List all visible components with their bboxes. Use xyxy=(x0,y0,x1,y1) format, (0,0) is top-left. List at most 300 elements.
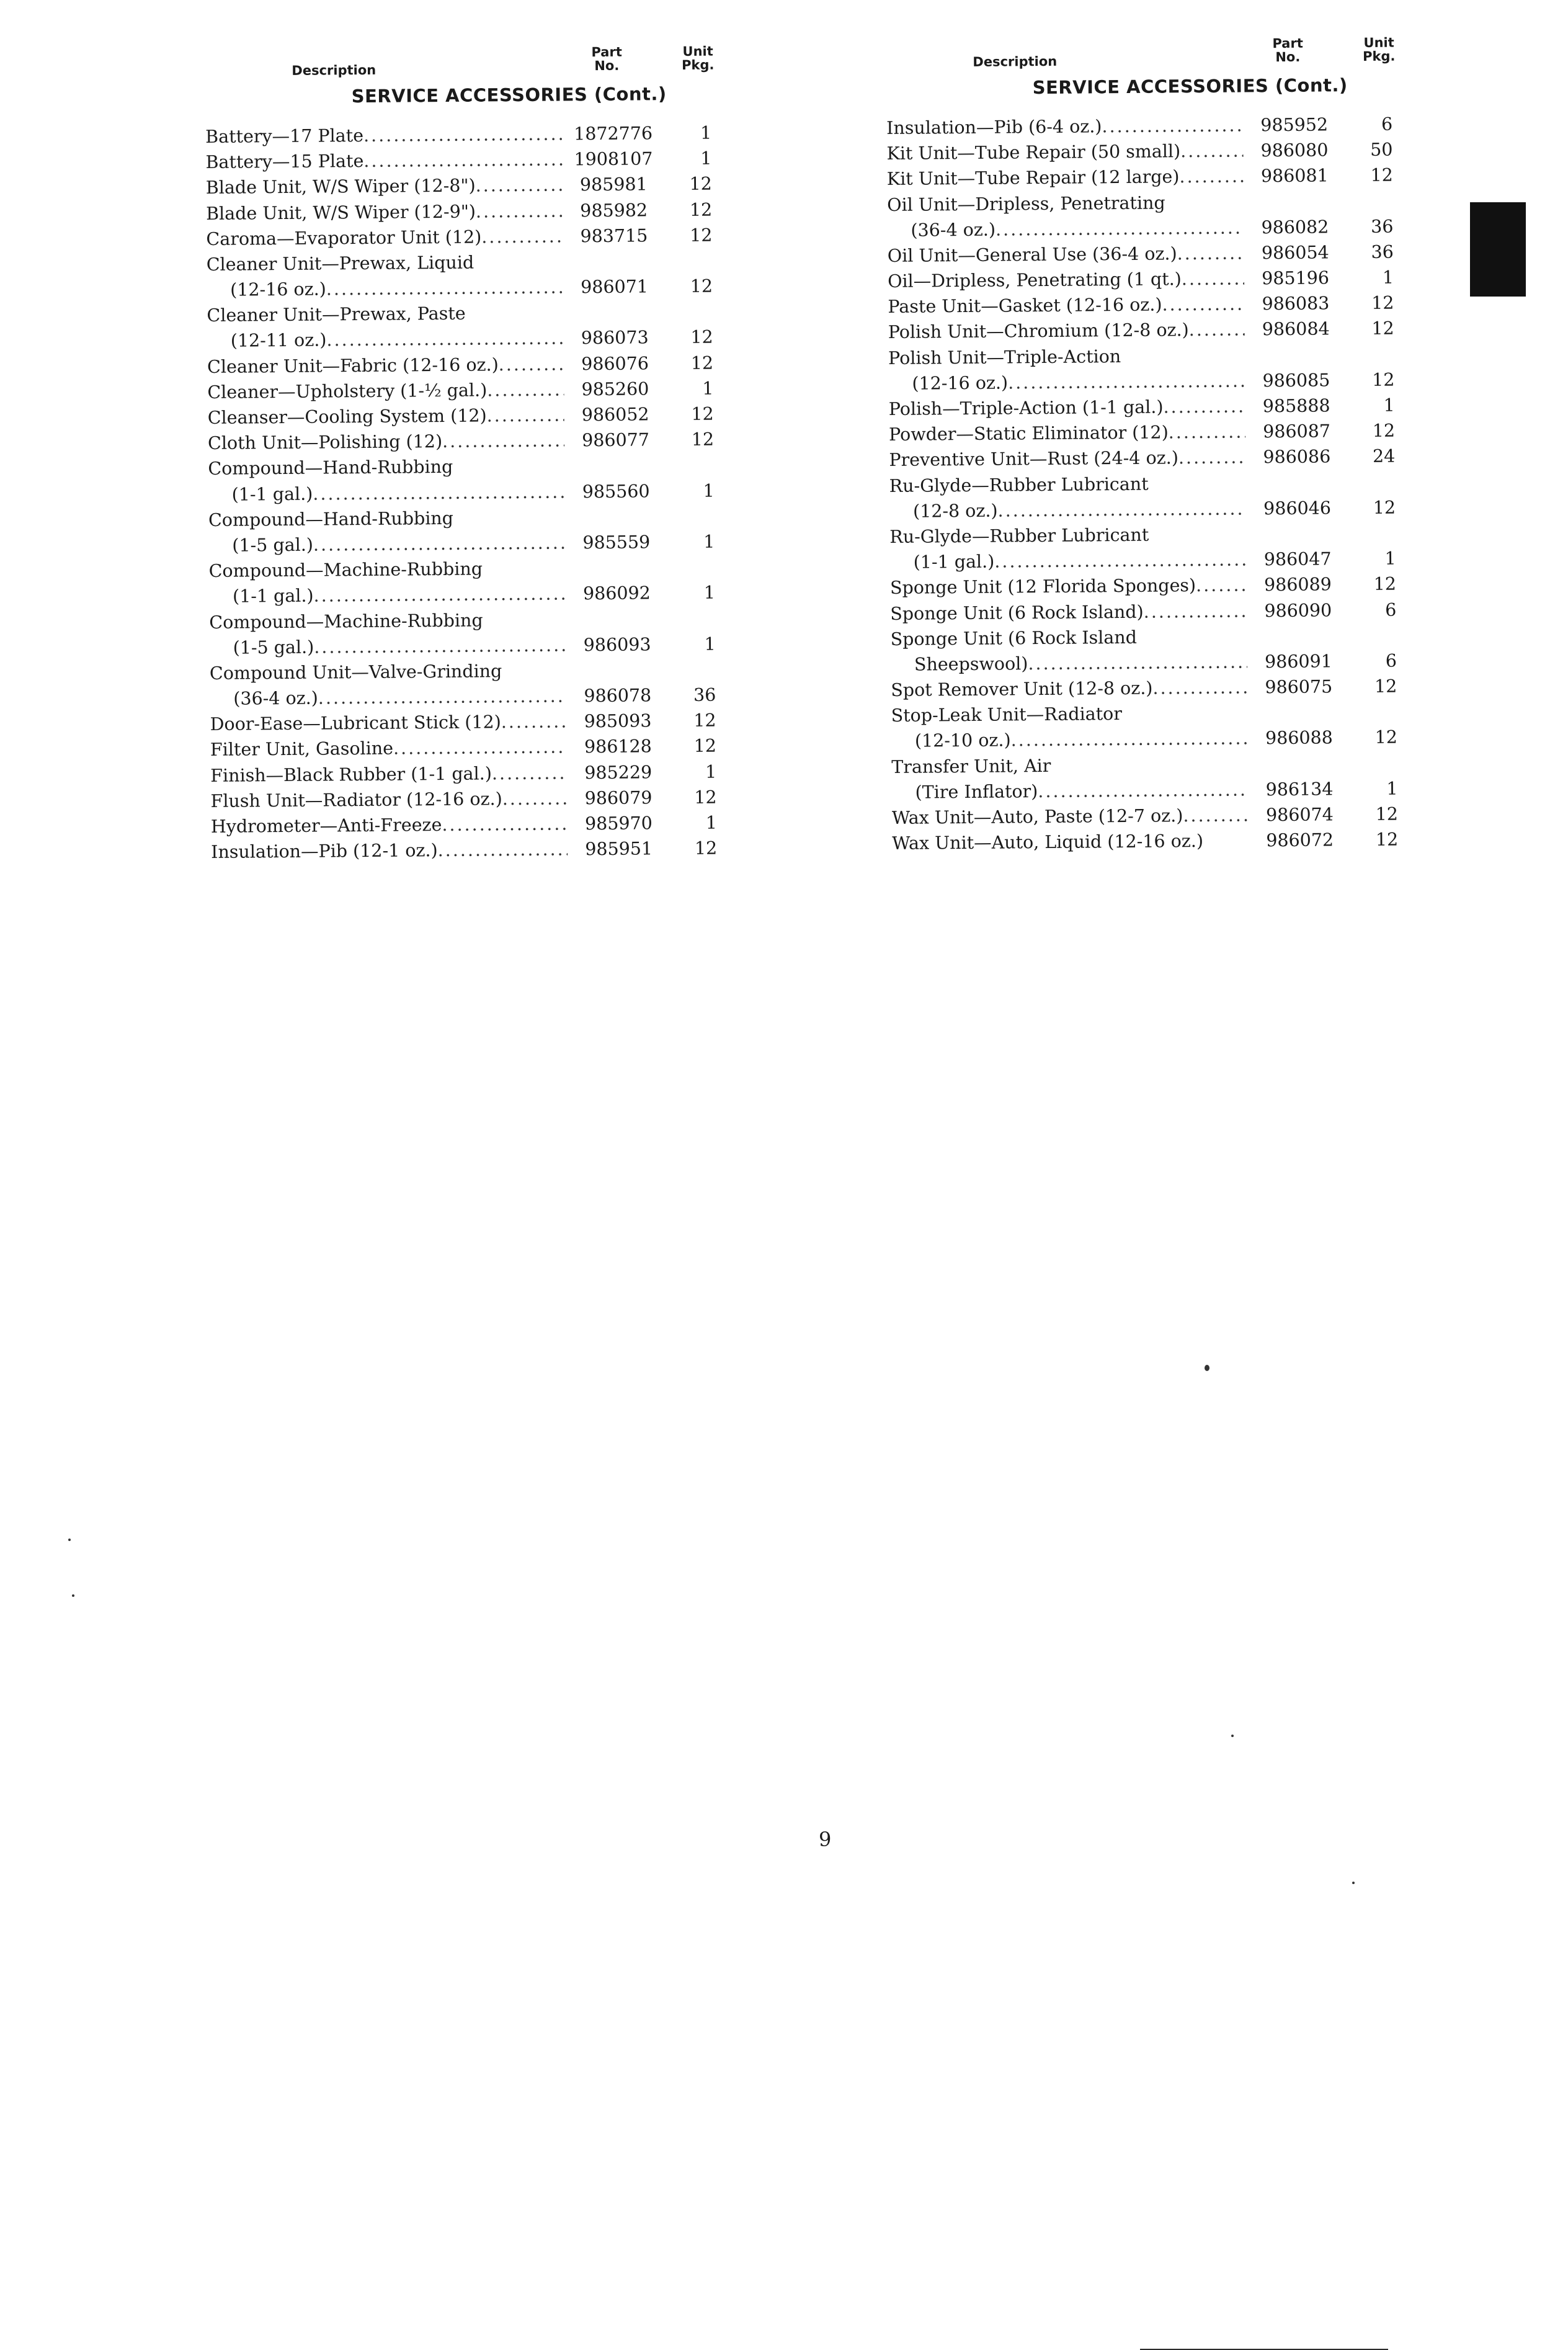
item-description-text: Polish Unit—Triple-Action xyxy=(888,346,1121,369)
item-description xyxy=(889,419,1245,448)
item-description xyxy=(208,403,564,431)
item-description xyxy=(886,112,1243,141)
item-description xyxy=(886,138,1243,167)
item-description-text: Polish Unit—Chromium (12-8 oz.) xyxy=(888,319,1189,343)
item-description xyxy=(889,470,1246,499)
item-description-text: Polish—Triple-Action (1-1 gal.) xyxy=(888,396,1164,420)
unit-pkg-quantity: 12 xyxy=(690,327,713,348)
unit-pkg-quantity: 1 xyxy=(700,122,712,143)
list-item xyxy=(888,316,1415,346)
part-number: 986088 xyxy=(1265,727,1333,749)
list-item xyxy=(891,673,1418,703)
part-number: 986074 xyxy=(1265,804,1334,826)
item-description xyxy=(208,453,564,482)
item-description xyxy=(211,811,568,839)
list-item xyxy=(209,631,736,661)
item-description-text: Oil Unit—Dripless, Penetrating xyxy=(887,192,1165,215)
item-description xyxy=(206,198,563,226)
section-title: SERVICE ACCESSORIES (Cont.) xyxy=(1032,74,1348,99)
item-description xyxy=(888,266,1244,295)
unit-heading-line1: Unit xyxy=(1363,35,1394,50)
part-number: 986128 xyxy=(584,736,652,757)
item-description-text: Cloth Unit—Polishing (12) xyxy=(207,431,443,454)
dot-leader xyxy=(442,428,564,455)
unit-pkg-quantity: 36 xyxy=(1371,241,1394,262)
section-title: SERVICE ACCESSORIES (Cont.) xyxy=(351,83,667,107)
scan-speck xyxy=(1231,1735,1234,1737)
dot-leader xyxy=(501,709,567,735)
item-description xyxy=(210,785,567,814)
item-description-text: (1-1 gal.) xyxy=(231,483,313,505)
item-description-text: Blade Unit, W/S Wiper (12-9") xyxy=(206,201,476,224)
part-number: 985952 xyxy=(1260,114,1329,136)
unit-pkg-quantity: 12 xyxy=(690,275,713,297)
item-description xyxy=(889,521,1246,550)
part-number: 985951 xyxy=(585,838,653,860)
item-description-text: Kit Unit—Tube Repair (50 small) xyxy=(886,141,1181,164)
unit-pkg-quantity: 12 xyxy=(1371,369,1395,390)
part-number: 986083 xyxy=(1262,293,1330,315)
item-description xyxy=(209,581,566,610)
dot-leader xyxy=(996,215,1244,242)
part-heading-line2: No. xyxy=(594,58,620,74)
list-item xyxy=(890,622,1417,652)
list-item xyxy=(210,733,737,763)
item-description-text: Sponge Unit (6 Rock Island xyxy=(890,627,1138,650)
item-description xyxy=(888,240,1244,269)
part-number: 985970 xyxy=(584,813,653,834)
dot-leader xyxy=(326,275,564,302)
list-item xyxy=(886,137,1414,167)
part-number: 985229 xyxy=(584,762,653,783)
item-description-text: Ru-Glyde—Rubber Lubricant xyxy=(889,473,1149,496)
unit-pkg-quantity: 1 xyxy=(700,148,712,169)
dot-leader xyxy=(1028,649,1247,676)
item-description-text: Hydrometer—Anti-Freeze xyxy=(210,815,442,838)
part-heading-line1: Part xyxy=(591,44,622,60)
item-description-text: (1-1 gal.) xyxy=(232,586,314,607)
item-description-text: Transfer Unit, Air xyxy=(891,755,1051,777)
list-item xyxy=(206,197,733,226)
part-number: 986077 xyxy=(582,429,650,451)
list-item xyxy=(205,146,733,176)
item-description-text: Sponge Unit (6 Rock Island) xyxy=(890,601,1144,624)
scan-speck xyxy=(72,1594,74,1597)
list-item xyxy=(207,248,734,277)
item-description xyxy=(207,377,564,405)
part-number: 986082 xyxy=(1261,217,1329,238)
item-description xyxy=(210,658,566,686)
scan-speck xyxy=(1352,1882,1355,1884)
item-description xyxy=(890,623,1247,652)
dot-leader xyxy=(318,684,567,711)
item-description-text: Sheepswool) xyxy=(914,653,1028,675)
unit-pkg-quantity: 12 xyxy=(1374,727,1398,748)
dot-leader xyxy=(1177,240,1244,266)
part-number: 986134 xyxy=(1265,779,1334,800)
list-item xyxy=(888,264,1415,294)
item-description-text: Cleaner Unit—Prewax, Liquid xyxy=(206,252,474,275)
list-item xyxy=(208,427,735,457)
dot-leader xyxy=(313,581,566,609)
part-number: 986073 xyxy=(581,327,649,349)
part-number: 986052 xyxy=(581,404,649,426)
item-description xyxy=(888,317,1245,346)
dot-leader xyxy=(438,837,568,864)
dot-leader xyxy=(476,198,563,224)
dot-leader xyxy=(1008,368,1245,395)
part-number-heading xyxy=(1263,37,1312,65)
part-number: 986092 xyxy=(582,583,651,604)
part-number: 986071 xyxy=(581,276,649,298)
dot-leader xyxy=(492,760,568,786)
unit-pkg-quantity: 6 xyxy=(1385,599,1397,620)
dot-leader xyxy=(1182,266,1245,292)
unit-heading-line2: Pkg. xyxy=(682,57,715,73)
item-description-text: Cleanser—Cooling System (12) xyxy=(207,405,487,429)
list-item xyxy=(209,605,736,635)
dot-leader xyxy=(1169,419,1246,445)
item-description xyxy=(888,368,1245,396)
part-number: 986087 xyxy=(1263,421,1331,442)
list-item xyxy=(890,571,1417,601)
unit-pkg-quantity: 12 xyxy=(1370,164,1393,186)
description-heading: Description xyxy=(973,53,1058,69)
part-number-heading xyxy=(582,45,631,73)
part-number: 986089 xyxy=(1263,574,1332,596)
item-description-text: (12-10 oz.) xyxy=(914,730,1011,752)
parts-list-left xyxy=(205,120,738,865)
part-number: 986091 xyxy=(1264,651,1332,672)
list-item xyxy=(211,810,738,839)
unit-pkg-quantity: 1 xyxy=(1384,548,1396,569)
dot-leader xyxy=(442,811,568,838)
item-description-text: Paste Unit—Gasket (12-16 oz.) xyxy=(888,294,1162,318)
list-item xyxy=(892,801,1419,831)
list-item xyxy=(889,392,1416,422)
item-description-text: Ru-Glyde—Rubber Lubricant xyxy=(889,524,1149,547)
list-item xyxy=(209,554,736,584)
list-item xyxy=(891,725,1419,754)
list-item xyxy=(888,239,1415,269)
item-description xyxy=(210,684,566,712)
list-item xyxy=(891,648,1418,677)
dot-leader xyxy=(502,785,568,811)
list-item xyxy=(208,529,736,558)
part-number: 986093 xyxy=(583,634,651,655)
item-description-text: Oil—Dripless, Penetrating (1 qt.) xyxy=(887,269,1182,292)
list-item xyxy=(887,163,1414,192)
column-header xyxy=(886,30,1414,79)
list-item xyxy=(210,682,737,712)
item-description-text: Battery—17 Plate xyxy=(205,125,364,147)
item-description-text: (12-16 oz.) xyxy=(912,372,1009,394)
dot-leader xyxy=(313,530,566,557)
item-description-text: Cleaner—Upholstery (1-½ gal.) xyxy=(207,380,488,403)
part-number: 986085 xyxy=(1262,370,1330,391)
part-number: 985560 xyxy=(582,480,650,502)
item-description xyxy=(209,607,566,635)
item-description-text: Compound—Hand-Rubbing xyxy=(208,507,454,530)
unit-pkg-quantity: 12 xyxy=(1374,676,1397,697)
unit-pkg-quantity: 1 xyxy=(702,378,714,399)
item-description-text: Door-Ease—Lubricant Stick (12) xyxy=(210,712,501,735)
part-number: 1908107 xyxy=(574,148,653,170)
item-description xyxy=(207,249,563,277)
unit-pkg-quantity: 12 xyxy=(1371,318,1394,339)
item-description xyxy=(889,445,1245,473)
item-description-text: (36-4 oz.) xyxy=(911,219,996,241)
list-item xyxy=(207,324,734,354)
unit-pkg-quantity: 12 xyxy=(691,403,714,424)
item-description xyxy=(890,598,1247,627)
list-item xyxy=(888,367,1415,396)
unit-pkg-quantity: 6 xyxy=(1385,650,1397,671)
unit-pkg-quantity: 12 xyxy=(694,787,717,808)
list-item xyxy=(209,580,736,610)
unit-pkg-quantity: 50 xyxy=(1370,139,1393,161)
part-number: 985559 xyxy=(582,532,651,553)
item-description-text: Cleaner Unit—Fabric (12-16 oz.) xyxy=(207,354,499,377)
item-description xyxy=(887,164,1244,192)
item-description-text: (1-1 gal.) xyxy=(913,551,995,573)
item-description xyxy=(889,394,1245,422)
item-description xyxy=(205,121,562,150)
part-number: 986086 xyxy=(1263,446,1331,468)
dot-leader xyxy=(1038,777,1249,804)
unit-pkg-quantity: 12 xyxy=(691,429,715,450)
part-number: 1872776 xyxy=(574,123,653,145)
dot-leader xyxy=(486,403,564,429)
item-description xyxy=(205,147,562,176)
list-item xyxy=(889,520,1417,550)
unit-pkg-quantity: 1 xyxy=(705,761,717,782)
list-item xyxy=(888,341,1415,371)
item-description xyxy=(209,556,566,584)
dot-leader xyxy=(313,479,565,506)
item-description-text: Compound—Machine-Rubbing xyxy=(209,610,483,633)
item-description-text: Oil Unit—General Use (36-4 oz.) xyxy=(887,243,1177,266)
item-description-text: (Tire Inflator) xyxy=(915,780,1038,803)
item-description-text: Blade Unit, W/S Wiper (12-8") xyxy=(205,175,476,199)
dot-leader xyxy=(994,547,1247,574)
item-description xyxy=(888,342,1245,371)
item-description xyxy=(891,751,1248,780)
list-item xyxy=(207,350,734,380)
item-description-text: Compound Unit—Valve-Grinding xyxy=(209,661,502,684)
item-description-text: Filter Unit, Gasoline xyxy=(210,738,394,761)
dot-leader xyxy=(1010,726,1248,753)
item-description-text: (36-4 oz.) xyxy=(233,687,318,709)
item-description-text: Caroma—Evaporator Unit (12) xyxy=(206,226,482,249)
item-description xyxy=(207,326,564,354)
dot-leader xyxy=(1162,292,1244,318)
unit-heading-line1: Unit xyxy=(682,43,713,59)
unit-pkg-quantity: 1 xyxy=(703,531,715,552)
unit-pkg-quantity: 12 xyxy=(1375,803,1399,824)
unit-pkg-quantity: 36 xyxy=(1371,216,1394,237)
list-item xyxy=(891,699,1418,729)
unit-pkg-quantity: 36 xyxy=(693,684,716,705)
item-description-text: (1-5 gal.) xyxy=(233,637,314,658)
list-item xyxy=(891,775,1419,805)
part-number: 986054 xyxy=(1261,242,1329,264)
left-column xyxy=(205,39,738,865)
list-item xyxy=(208,452,735,482)
item-description-text: Compound—Hand-Rubbing xyxy=(208,457,453,480)
list-item xyxy=(210,784,737,814)
part-number: 986078 xyxy=(584,685,652,707)
item-description-text: Sponge Unit (12 Florida Sponges) xyxy=(889,575,1196,599)
unit-pkg-quantity: 1 xyxy=(703,480,715,501)
item-description-text: (12-11 oz.) xyxy=(230,329,327,352)
item-description xyxy=(890,547,1247,576)
item-description xyxy=(206,172,563,201)
part-number: 986076 xyxy=(581,353,649,374)
item-description xyxy=(888,292,1244,320)
item-description-text: Battery—15 Plate xyxy=(205,151,364,173)
list-item xyxy=(208,503,736,533)
dot-leader xyxy=(1163,394,1245,420)
dot-leader xyxy=(997,496,1246,523)
list-item xyxy=(889,469,1417,499)
item-description-text: Wax Unit—Auto, Paste (12-7 oz.) xyxy=(891,805,1183,829)
item-description xyxy=(210,735,567,763)
item-description xyxy=(887,189,1244,218)
item-description xyxy=(890,573,1247,601)
item-description xyxy=(887,215,1244,243)
unit-pkg-quantity: 1 xyxy=(703,582,716,604)
list-item xyxy=(210,708,737,738)
item-description-text: Compound—Machine-Rubbing xyxy=(208,558,483,582)
list-item xyxy=(888,290,1415,320)
list-item xyxy=(208,478,736,507)
part-number: 986046 xyxy=(1263,498,1332,519)
part-number: 986047 xyxy=(1263,548,1332,570)
item-description-text: Spot Remover Unit (12-8 oz.) xyxy=(891,677,1153,701)
page-number: 9 xyxy=(819,1828,832,1851)
unit-pkg-heading xyxy=(1357,35,1401,63)
item-description xyxy=(210,709,566,738)
list-item xyxy=(207,273,734,303)
unit-pkg-quantity: 12 xyxy=(1373,497,1396,518)
unit-pkg-quantity: 1 xyxy=(1386,778,1398,799)
unit-pkg-quantity: 12 xyxy=(1371,292,1394,314)
unit-pkg-quantity: 12 xyxy=(693,736,717,757)
list-item xyxy=(210,656,737,686)
list-item xyxy=(890,545,1417,575)
list-item xyxy=(887,188,1414,218)
unit-pkg-quantity: 12 xyxy=(689,199,713,220)
part-heading-line1: Part xyxy=(1272,35,1303,51)
unit-pkg-quantity: 1 xyxy=(1383,395,1395,416)
list-item xyxy=(207,375,734,405)
dot-leader xyxy=(499,351,564,377)
part-number: 985981 xyxy=(579,174,648,195)
dot-leader xyxy=(1144,598,1247,625)
part-number: 985260 xyxy=(581,378,649,400)
unit-pkg-quantity: 12 xyxy=(1375,829,1399,851)
item-description-text: Cleaner Unit—Prewax, Paste xyxy=(207,303,466,326)
list-item xyxy=(889,418,1416,448)
list-item xyxy=(886,111,1414,141)
dot-leader xyxy=(363,121,562,148)
thumb-index-tab xyxy=(1470,202,1526,297)
unit-pkg-quantity: 12 xyxy=(694,838,718,859)
unit-pkg-quantity: 12 xyxy=(1372,420,1396,442)
part-number: 983715 xyxy=(580,225,648,246)
list-item xyxy=(207,299,734,329)
unit-pkg-quantity: 1 xyxy=(705,812,718,833)
list-item xyxy=(206,171,733,201)
item-description-text: Stop-Leak Unit—Radiator xyxy=(891,704,1123,726)
item-description-text: (12-16 oz.) xyxy=(229,279,326,300)
unit-pkg-quantity: 1 xyxy=(704,633,716,655)
dot-leader xyxy=(1179,164,1244,190)
item-description xyxy=(207,351,564,380)
dot-leader xyxy=(1152,675,1247,701)
item-description xyxy=(891,675,1247,704)
item-description xyxy=(208,428,564,457)
item-description-text: Insulation—Pib (12-1 oz.) xyxy=(211,840,438,863)
item-description xyxy=(210,760,567,789)
dot-leader xyxy=(481,223,563,249)
right-column xyxy=(886,30,1419,856)
dot-leader xyxy=(393,735,567,761)
list-item xyxy=(887,213,1414,243)
dot-leader xyxy=(1196,573,1247,599)
dot-leader xyxy=(1189,317,1245,343)
unit-heading-line2: Pkg. xyxy=(1363,48,1396,64)
item-description-text: Wax Unit—Auto, Liquid (12-16 oz.) xyxy=(892,831,1204,854)
item-description xyxy=(206,223,563,252)
unit-pkg-quantity: 12 xyxy=(690,225,713,246)
column-header xyxy=(205,39,733,88)
part-heading-line2: No. xyxy=(1275,49,1301,65)
description-heading: Description xyxy=(292,62,376,78)
dot-leader xyxy=(487,377,564,403)
item-description-text: Powder—Static Eliminator (12) xyxy=(888,422,1169,445)
item-description-text: Kit Unit—Tube Repair (12 large) xyxy=(886,166,1180,190)
unit-pkg-quantity: 12 xyxy=(690,352,714,373)
part-number: 985888 xyxy=(1262,395,1330,417)
item-description-text: Flush Unit—Radiator (12-16 oz.) xyxy=(210,789,502,811)
item-description xyxy=(892,802,1249,831)
part-number: 986079 xyxy=(584,787,653,809)
list-item xyxy=(891,750,1419,780)
item-description xyxy=(208,504,565,533)
item-description xyxy=(209,632,566,661)
list-item xyxy=(210,759,737,789)
parts-list-right xyxy=(886,111,1419,856)
dot-leader xyxy=(363,147,562,174)
unit-pkg-quantity: 12 xyxy=(693,710,716,731)
list-item xyxy=(892,827,1419,857)
list-item xyxy=(890,597,1417,627)
part-number: 985093 xyxy=(584,710,652,732)
part-number: 986080 xyxy=(1260,140,1329,161)
item-description-text: (12-8 oz.) xyxy=(912,500,998,522)
dot-leader xyxy=(1178,445,1246,471)
unit-pkg-quantity: 1 xyxy=(1382,267,1394,288)
item-description xyxy=(208,530,565,558)
part-number: 986081 xyxy=(1260,165,1329,187)
dot-leader xyxy=(314,632,566,659)
list-item xyxy=(889,444,1416,473)
item-description xyxy=(208,479,565,507)
item-description-text: Preventive Unit—Rust (24-4 oz.) xyxy=(889,447,1179,471)
part-number: 986075 xyxy=(1265,676,1333,698)
